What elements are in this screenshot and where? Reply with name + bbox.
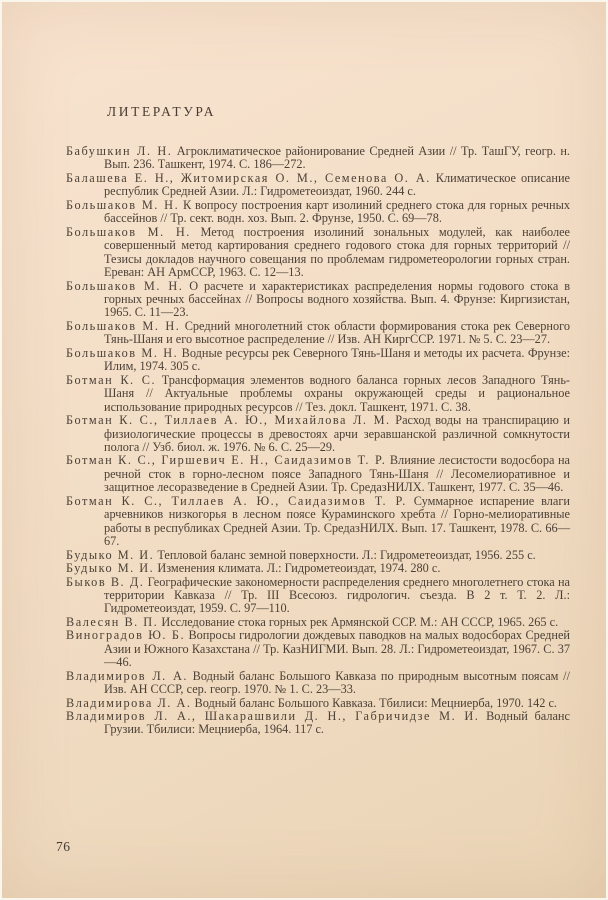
reference-entry [66, 145, 570, 172]
reference-text: Вопросы гидрологии дождевых паводков на малых водосборах Средней Азии и Южного Казахстана // Тр. КазНИГМИ. Вып. 28. Л.: Гидрометеоиздат, 1967. С. 37—46. [104, 628, 571, 670]
reference-authors: Балашева Е. Н., Житомирская О. М., Семенова О. А. [66, 170, 431, 185]
reference-text: Метод построения изолиний зональных модулей, как наиболее совершенный метод картирования среднего годового стока для горных территорий // Тезисы докладов научного совещания по проблемам гидрометеорологии горных стран. Ереван: АН АрмССР, 1963. С. 12—13. [104, 224, 570, 280]
reference-entry [66, 347, 570, 374]
reference-authors: Будыко М. И. [66, 561, 155, 576]
reference-text: Водный баланс Большого Кавказа по природным высотным поясам // Изв. АН СССР, сер. геогр. 1970. № 1. С. 23—33. [104, 668, 571, 697]
reference-authors: Владимиров Л. А., Шакарашвили Д. Н., Габричидзе М. И. [66, 709, 480, 724]
reference-text: Суммарное испарение влаги арчевников низкогорья в лесном поясе Кураминского хребта // Горно-мелиоративные работы в республиках Средней Азии. Тр. СредазНИЛХ. Вып. 17. Ташкент, 1978. С. 66—67. [104, 493, 571, 549]
reference-authors: Ботман К. С. [66, 372, 157, 387]
reference-text: Влияние лесистости водосбора на речной сток в горно-лесном поясе Западного Тянь-Шаня // Лесомелиоративное и защитное лесоразведение в Средней Азии. Тр. СредазНИЛХ. Ташкент, 1977. С. 35—46. [104, 453, 570, 495]
reference-authors: Бабушкин Л. Н. [66, 144, 173, 158]
reference-text: Водный баланс Большого Кавказа. Тбилиси: Мецниерба, 1970. 142 с. [194, 695, 557, 710]
reference-entry [66, 414, 570, 454]
reference-text: Агроклиматическое районирование Средней Азии // Тр. ТашГУ, геогр. н. Вып. 236. Ташкент, 1974. С. 186—272. [104, 144, 571, 172]
reference-text: Географические закономерности распределения среднего многолетнего стока на территории Кавказа // Тр. III Всесоюз. гидрологич. съезда. В 2 т. Т. 2. Л.: Гидрометеоиздат, 1959. С. 97—110. [104, 574, 570, 616]
reference-text: Средний многолетний сток области формирования стока рек Северного Тянь-Шаня и его высотное распределение // Изв. АН КиргССР. 1971. № 5. С. 23—27. [104, 318, 571, 347]
reference-authors: Ботман К. С., Гиршевич Е. Н., Саидазимов Т. Р. [66, 453, 387, 468]
page-content [2, 2, 606, 737]
reference-entry [66, 495, 570, 549]
reference-text: Трансформация элементов водного баланса горных лесов Западного Тянь-Шаня // Актуальные проблемы охраны окружающей среды и рациональное использование природных ресурсов // Тез. докл. Ташкент, 1971. С. 38. [104, 372, 571, 414]
reference-entry [66, 199, 570, 226]
references-list [66, 145, 570, 737]
page-number: 76 [56, 839, 71, 854]
reference-entry [66, 576, 570, 616]
reference-entry [66, 320, 570, 347]
reference-entry [66, 454, 570, 494]
reference-text: К вопросу построения карт изолиний среднего стока для горных речных бассейнов // Тр. сект. водн. хоз. Вып. 2. Фрунзе, 1950. С. 69—78. [104, 197, 570, 226]
reference-authors: Большаков М. Н. [66, 318, 181, 333]
reference-authors: Виноградов Ю. Б. [66, 628, 186, 643]
page-title: ЛИТЕРАТУРА [107, 104, 217, 119]
reference-text: Водный баланс Грузии. Тбилиси: Мецниерба, 1964. 117 с. [104, 709, 570, 737]
reference-entry [66, 280, 570, 320]
reference-authors: Большаков М. Н. [66, 224, 191, 239]
reference-text: Водные ресурсы рек Северного Тянь-Шаня и методы их расчета. Фрунзе: Илим, 1974. 305 с. [104, 345, 570, 374]
reference-authors: Будыко М. И. [66, 547, 155, 562]
reference-entry [66, 710, 570, 737]
reference-text: Расход воды на транспирацию и физиологические процессы в древостоях арчи зеравшанской различной сомкнутости полога // Узб. биол. ж. 1976. № 6. С. 25—29. [104, 413, 570, 454]
reference-text: О расчете и характеристиках распределения нормы годового стока в горных речных бассейнах // Вопросы водного хозяйства. Вып. 4. Фрунзе: Киргизистан, 1965. С. 11—23. [104, 278, 571, 320]
reference-entry [66, 697, 570, 710]
reference-text: Изменения климата. Л.: Гидрометеоиздат, 1974. 280 с. [157, 561, 441, 576]
reference-entry [66, 226, 570, 280]
reference-entry [66, 629, 570, 669]
reference-authors: Большаков М. Н. [66, 278, 184, 293]
reference-text: Тепловой баланс земной поверхности. Л.: Гидрометеоиздат, 1956. 255 с. [157, 547, 536, 562]
reference-authors: Большаков М. Н. [66, 345, 179, 360]
reference-authors: Большаков М. Н. [66, 197, 180, 212]
reference-entry [66, 172, 570, 199]
reference-authors: Ботман К. С., Тиллаев А. Ю., Саидазимов Т. Р. [66, 493, 407, 508]
reference-text: Исследование стока горных рек Армянской ССР. М.: АН СССР, 1965. 265 с. [161, 614, 559, 629]
reference-text: Климатическое описание республик Средней Азии. Л.: Гидрометеоиздат, 1960. 244 с. [104, 170, 570, 199]
reference-authors: Ботман К. С., Тиллаев А. Ю., Михайлова Л. М. [66, 413, 391, 428]
reference-authors: Владимирова Л. А. [66, 695, 192, 710]
reference-entry [66, 562, 570, 575]
reference-entry [66, 549, 570, 562]
reference-entry [66, 670, 570, 697]
reference-entry [66, 616, 570, 629]
reference-entry [66, 374, 570, 414]
reference-authors: Валесян В. П. [66, 614, 159, 629]
reference-authors: Быков В. Д. [66, 574, 145, 589]
reference-authors: Владимиров Л. А. [66, 668, 188, 683]
